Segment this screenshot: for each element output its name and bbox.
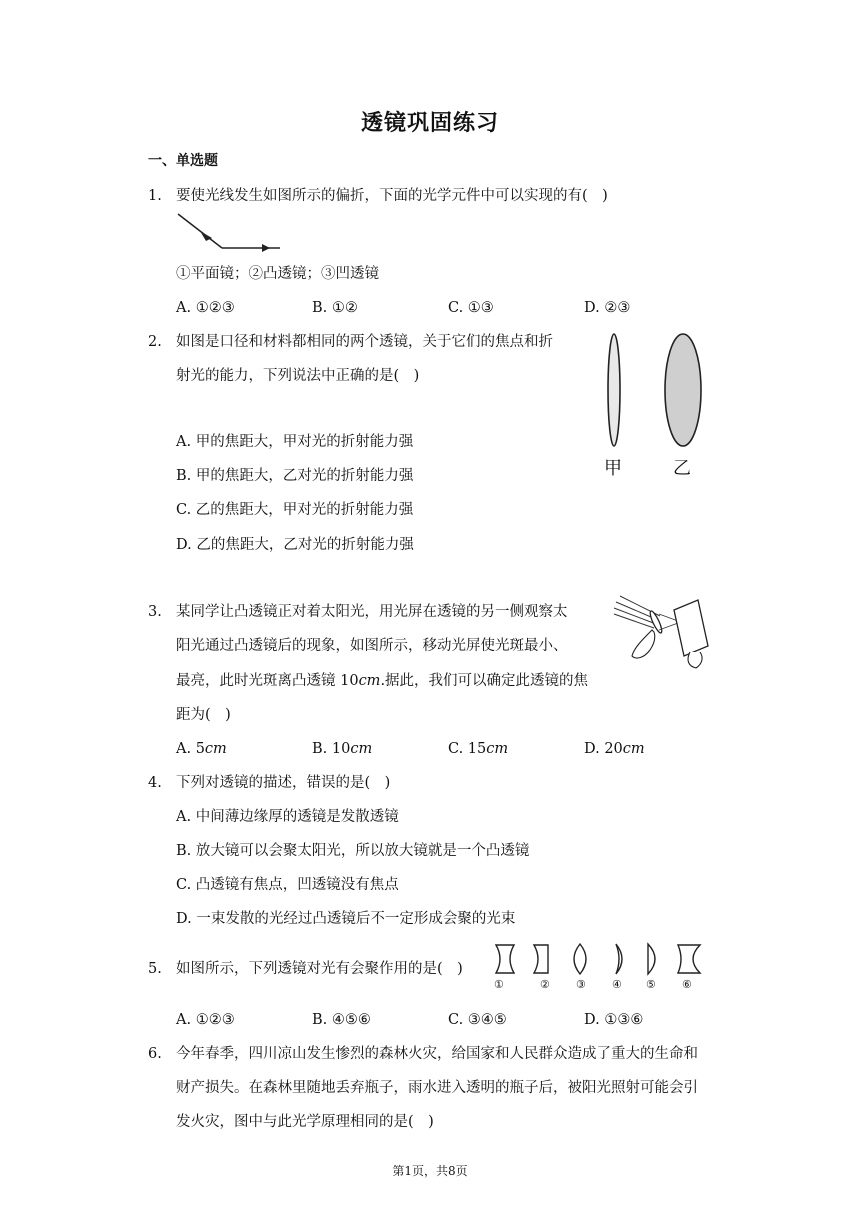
- q6-stem-line2: 财产损失。在森林里随地丢弃瓶子，雨水进入透明的瓶子后，被阳光照射可能会引: [176, 1080, 698, 1096]
- q6-stem-line1: 今年春季，四川凉山发生惨烈的森林火灾，给国家和人民群众造成了重大的生命和: [176, 1046, 698, 1062]
- q1-option-b[interactable]: B. ①②: [312, 300, 358, 316]
- q1-stem: 要使光线发生如图所示的偏折，下面的光学元件中可以实现的有( ): [176, 188, 608, 204]
- q5-option-d[interactable]: D. ①③⑥: [584, 1012, 644, 1028]
- q1-option-a[interactable]: A. ①②③: [176, 300, 235, 316]
- lens-yi: [665, 334, 701, 446]
- q1-option-c[interactable]: C. ①③: [448, 300, 494, 316]
- q5-lens-shapes-figure: [488, 942, 708, 982]
- q5-option-a[interactable]: A. ①②③: [176, 1012, 235, 1028]
- q4-stem: 下列对透镜的描述，错误的是( ): [176, 775, 391, 791]
- q3-stem-line2: 阳光通过凸透镜后的现象，如图所示，移动光屏使光斑最小、: [176, 638, 568, 654]
- q6-stem-line3: 发火灾，图中与此光学原理相同的是( ): [176, 1114, 434, 1130]
- q4-option-d[interactable]: D. 一束发散的光经过凸透镜后不一定形成会聚的光束: [176, 911, 516, 927]
- q2-stem-line1: 如图是口径和材料都相同的两个透镜，关于它们的焦点和折: [176, 334, 553, 350]
- q2-label-jia: 甲: [604, 458, 622, 479]
- q4-number: 4.: [148, 775, 162, 791]
- q3-option-c[interactable]: C. 15cm: [448, 741, 509, 757]
- q3-stem-line4: 距为( ): [176, 707, 231, 723]
- q1-items: ①平面镜；②凸透镜；③凹透镜: [176, 266, 379, 282]
- q5-label-4: ④: [612, 978, 622, 991]
- q5-stem: 如图所示，下列透镜对光有会聚作用的是( ): [176, 961, 463, 977]
- q1-number: 1.: [148, 188, 162, 204]
- q2-label-yi: 乙: [673, 458, 691, 479]
- q5-label-2: ②: [540, 978, 550, 991]
- q2-option-b[interactable]: B. 甲的焦距大，乙对光的折射能力强: [176, 468, 414, 484]
- document-title: 透镜巩固练习: [360, 110, 499, 136]
- q3-option-d[interactable]: D. 20cm: [584, 741, 645, 757]
- q3-option-a[interactable]: A. 5cm: [176, 741, 227, 757]
- q2-option-a[interactable]: A. 甲的焦距大，甲对光的折射能力强: [176, 434, 414, 450]
- section-heading: 一、单选题: [148, 153, 218, 169]
- q2-option-c[interactable]: C. 乙的焦距大，甲对光的折射能力强: [176, 502, 414, 518]
- q5-option-c[interactable]: C. ③④⑤: [448, 1012, 507, 1028]
- page-footer: 第1页，共8页: [392, 1164, 468, 1178]
- q4-option-c[interactable]: C. 凸透镜有焦点，凹透镜没有焦点: [176, 877, 399, 893]
- q5-number: 5.: [148, 961, 162, 977]
- q4-option-a[interactable]: A. 中间薄边缘厚的透镜是发散透镜: [176, 809, 399, 825]
- q3-option-b[interactable]: B. 10cm: [312, 741, 373, 757]
- q2-number: 2.: [148, 334, 162, 350]
- q3-stem-line3: 最亮，此时光斑离凸透镜 10cm.据此，我们可以确定此透镜的焦: [176, 673, 589, 689]
- q3-number: 3.: [148, 604, 162, 620]
- q3-lens-sunlight-figure: [612, 590, 712, 672]
- q2-stem-line2: 射光的能力，下列说法中正确的是( ): [176, 368, 420, 384]
- q5-label-6: ⑥: [682, 978, 692, 991]
- q1-option-d[interactable]: D. ②③: [584, 300, 631, 316]
- q2-option-d[interactable]: D. 乙的焦距大，乙对光的折射能力强: [176, 537, 414, 553]
- q3-stem-line1: 某同学让凸透镜正对着太阳光，用光屏在透镜的另一侧观察太: [176, 604, 568, 620]
- q6-number: 6.: [148, 1046, 162, 1062]
- q5-label-5: ⑤: [646, 978, 656, 991]
- q1-ray-diagram: [176, 212, 286, 254]
- lens-jia: [608, 334, 620, 446]
- q5-label-3: ③: [576, 978, 586, 991]
- q4-option-b[interactable]: B. 放大镜可以会聚太阳光，所以放大镜就是一个凸透镜: [176, 843, 530, 859]
- q5-option-b[interactable]: B. ④⑤⑥: [312, 1012, 371, 1028]
- q5-label-1: ①: [494, 978, 504, 991]
